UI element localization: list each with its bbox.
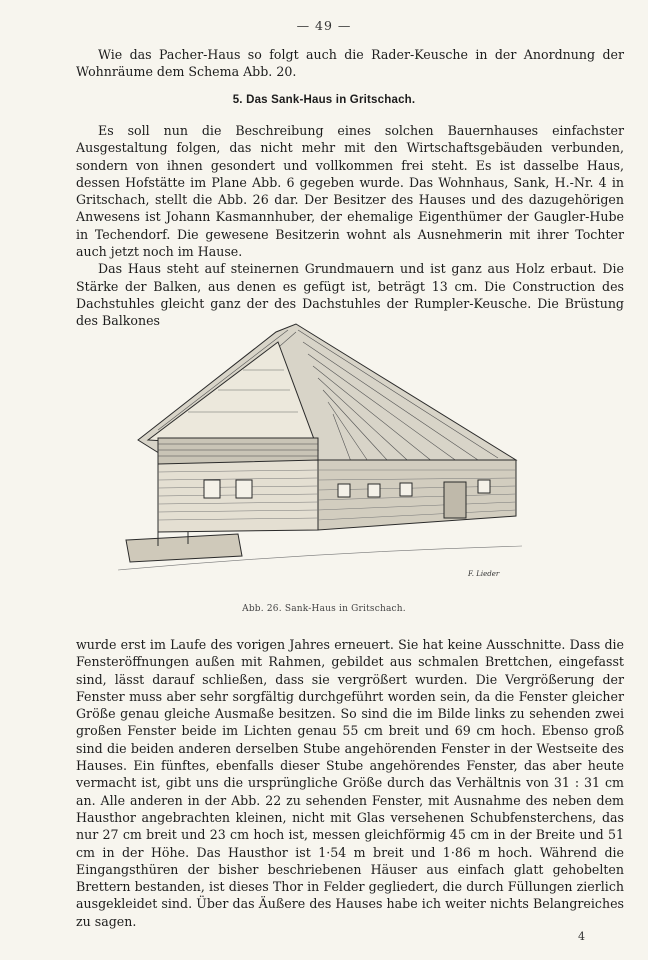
signature-mark: 4 xyxy=(578,930,585,943)
figure-sank-haus xyxy=(118,320,522,590)
paragraph-2: Das Haus steht auf steinernen Grundmauern und ist ganz aus Holz erbaut. Die Stärke der Balken, aus denen es gefügt ist, beträgt 13 cm. Die Construction des Dachstuhles gleicht ganz der des Dachstuhles der Rumpler-Keusche. Die Brüstung des Balkones xyxy=(76,261,624,329)
page-number-header: — 49 — xyxy=(296,18,352,33)
paragraph-3: wurde erst im Laufe des vorigen Jahres erneuert. Sie hat keine Ausschnitte. Dass die Fensteröffnungen außen mit Rahmen, gebildet aus schmalen Brettchen, eingefasst sind, lässt darauf schließen, dass sie vergrößert wurden. Die Vergrößerung der Fenster muss aber sehr sorgfältig durchgeführt worden sein, da die Fenster gleicher Größe genau gleiche Ausmaße besitzen. So sind die im Bilde links zu sehenden zwei großen Fenster beide im Lichten genau 55 cm breit und 69 cm hoch. Ebenso groß sind die beiden anderen derselben Stube angehörenden Fenster in der Westseite des Hauses. Ein fünftes, ebenfalls dieser Stube angehörendes Fenster, das aber heute vermacht ist, gibt uns die ursprüngliche Größe durch das Verhältnis von 31 : 31 cm an. Alle anderen in der Abb. 22 zu sehenden Fenster, mit Ausnahme des neben dem Hausthor angebrachten kleinen, nicht mit Glas versehenen Schubfensterchens, das nur 27 cm breit und 23 cm hoch ist, messen gleichförmig 45 cm in der Breite und 51 cm in der Höhe. Das Hausthor ist 1·54 m breit und 1·86 m hoch. Während die Eingangsthüren der bisher beschriebenen Häuser aus einfach glatt gehobelten Brettern bestanden, ist dieses Thor in Felder gegliedert, die durch Füllungen zierlich ausgekleidet sind. Über das Äußere des Hauses habe ich weiter nichts Belangreiches zu sagen. xyxy=(76,637,624,929)
section-heading: 5. Das Sank-Haus in Gritschach. xyxy=(232,94,416,106)
body-text-lower xyxy=(76,636,624,930)
figure-caption: Abb. 26. Sank-Haus in Gritschach. xyxy=(242,604,406,614)
intro-paragraph xyxy=(76,46,624,81)
body-text-upper xyxy=(76,122,624,330)
house-illustration xyxy=(118,320,522,590)
paragraph-1: Es soll nun die Beschreibung eines solchen Bauernhauses einfachster Ausgestaltung folgen, das nicht mehr mit den Wirtschaftsgebäuden verbunden, sondern von ihnen gesondert und vollkommen frei steht. Es ist dasselbe Haus, dessen Hofstätte im Plane Abb. 6 gegeben wurde. Das Wohnhaus, Sank, H.-Nr. 4 in Gritschach, stellt die Abb. 26 dar. Der Besitzer des Hauses und des dazugehörigen Anwesens ist Johann Kasmannhuber, der ehemalige Eigenthümer der Gaugler-Hube in Techendorf. Die gewesene Besitzerin wohnt als Ausnehmerin mit ihrer Tochter auch jetzt noch im Hause. xyxy=(76,123,624,260)
artist-signature: F. Lieder xyxy=(468,570,500,578)
intro-text: Wie das Pacher-Haus so folgt auch die Rader-Keusche in der Anordnung der Wohnräume dem Schema Abb. 20. xyxy=(76,47,624,80)
